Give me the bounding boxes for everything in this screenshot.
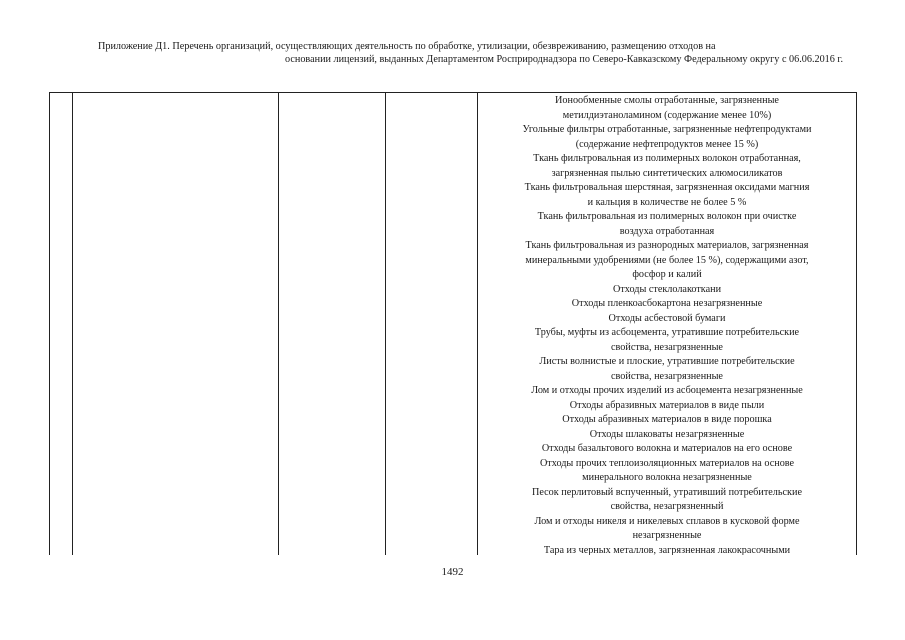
waste-type-line: Отходы стеклолакоткани xyxy=(612,283,722,295)
waste-type-line: метилдиэтаноламином (содержание менее 10%) xyxy=(562,109,772,121)
waste-type-line: Ткань фильтровальная из разнородных материалов, загрязненная xyxy=(525,240,809,251)
waste-type-line: Угольные фильтры отработанные, загрязненные нефтепродуктами xyxy=(522,124,812,135)
waste-type-line: загрязненная пылью синтетических алюмосиликатов xyxy=(551,167,783,179)
waste-type-line: свойства, незагрязненный xyxy=(610,501,724,512)
waste-type-line: Отходы абразивных материалов в виде порошка xyxy=(562,414,772,425)
waste-type-line: Ткань фильтровальная из полимерных волокон при очистке xyxy=(537,211,797,222)
column-divider-1 xyxy=(72,93,73,555)
licenses-table xyxy=(49,92,857,555)
header-line-1: Приложение Д1. Перечень организаций, осуществляющих деятельность по обработке, утилизации, обезвреживанию, размещению отходов на xyxy=(98,41,716,52)
page-number: 1492 xyxy=(441,566,464,578)
waste-type-line: и кальция в количестве не более 5 % xyxy=(587,196,747,208)
column-divider-3 xyxy=(385,93,386,555)
waste-type-line: Отходы асбестовой бумаги xyxy=(608,312,726,324)
waste-type-line: Листы волнистые и плоские, утратившие потребительские xyxy=(539,356,795,367)
waste-type-line: Трубы, муфты из асбоцемента, утратившие потребительские xyxy=(534,327,800,338)
waste-type-line: Отходы абразивных материалов в виде пыли xyxy=(569,399,765,411)
waste-type-line: Ионообменные смолы отработанные, загрязненные xyxy=(555,95,779,106)
waste-type-line: фосфор и калий xyxy=(632,269,702,280)
waste-type-line: Отходы прочих теплоизоляционных материалов на основе xyxy=(539,457,795,469)
waste-type-line: Отходы базальтового волокна и материалов на его основе xyxy=(541,443,793,454)
waste-type-line: Лом и отходы прочих изделий из асбоцемента незагрязненные xyxy=(531,385,803,396)
column-divider-2 xyxy=(278,93,279,555)
document-header xyxy=(98,40,843,66)
waste-type-line: минерального волокна незагрязненные xyxy=(582,472,752,483)
waste-type-line: Тара из черных металлов, загрязненная лакокрасочными xyxy=(543,544,791,555)
waste-types-cell xyxy=(478,94,856,555)
waste-type-line: минеральными удобрениями (не более 15 %), содержащими азот, xyxy=(525,254,809,266)
waste-type-line: свойства, незагрязненные xyxy=(611,370,723,382)
header-line-2: основании лицензий, выданных Департаментом Росприроднадзора по Северо-Кавказскому Федеральному округу с 06.06.2016 г. xyxy=(285,54,843,65)
waste-type-line: Ткань фильтровальная шерстяная, загрязненная оксидами магния xyxy=(524,182,810,193)
waste-type-line: свойства, незагрязненные xyxy=(611,341,723,353)
waste-type-line: Песок перлитовый вспученный, утративший потребительские xyxy=(532,486,802,498)
waste-type-line: Отходы шлаковаты незагрязненные xyxy=(589,428,745,440)
waste-type-line: Ткань фильтровальная из полимерных волокон отработанная, xyxy=(533,153,801,164)
waste-type-line: незагрязненные xyxy=(632,530,702,541)
waste-type-line: Лом и отходы никеля и никелевых сплавов в кусковой форме xyxy=(534,515,800,527)
waste-type-line: воздуха отработанная xyxy=(619,225,715,237)
waste-type-line: Отходы пленкоасбокартона незагрязненные xyxy=(571,298,763,309)
waste-type-line: (содержание нефтепродуктов менее 15 %) xyxy=(575,138,759,150)
